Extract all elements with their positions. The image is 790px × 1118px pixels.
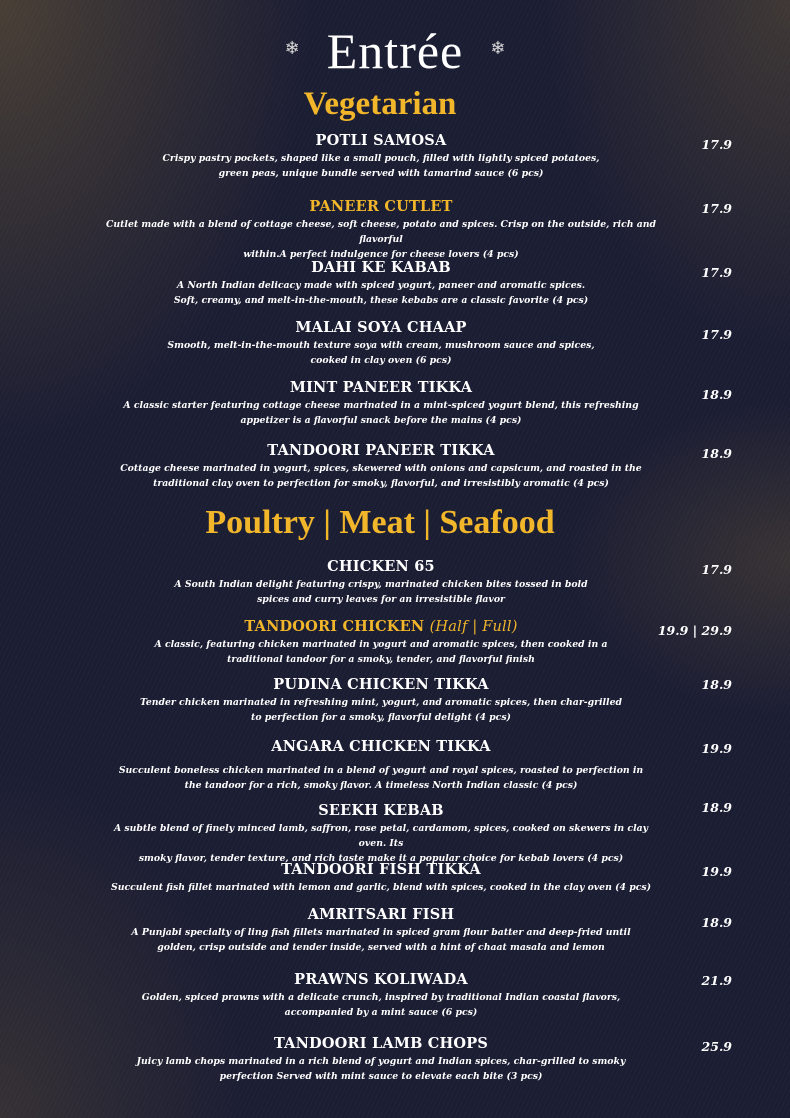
item-name: MINT PANEER TIKKA (289, 379, 473, 396)
item-description: A North Indian delicacy made with spiced yogurt, paneer and aromatic spices. Soft, creamy, and melt-in-the-mouth, these kebabs are a classic favorite (4 pcs) (173, 280, 589, 306)
menu-item (100, 802, 662, 866)
item-name: ANGARA CHICKEN TIKKA (271, 738, 491, 755)
menu-item (100, 379, 662, 428)
item-description: Succulent boneless chicken marinated in a blend of yogurt and royal spices, roasted to perfection in the tandoor for a rich, smoky flavor. A timeless North Indian classic (4 pcs) (118, 765, 644, 791)
item-name: PANEER CUTLET (309, 198, 453, 215)
item-price: 19.9 (701, 741, 732, 756)
item-price: 25.9 (701, 1039, 732, 1054)
item-name: SEEKH KEBAB (318, 802, 444, 819)
menu-item (100, 971, 662, 1020)
item-price: 18.9 (701, 915, 732, 930)
item-price: 19.9 (701, 864, 732, 879)
item-price: 17.9 (701, 327, 732, 342)
item-price: 18.9 (701, 387, 732, 402)
item-price: 17.9 (701, 201, 732, 216)
item-name: PRAWNS KOLIWADA (294, 971, 468, 988)
item-description: Cutlet made with a blend of cottage cheese, soft cheese, potato and spices. Crisp on the outside, rich and flavorful within.A perfect indulgence for cheese lovers (4 pcs) (105, 219, 657, 260)
item-description: Cottage cheese marinated in yogurt, spices, skewered with onions and capsicum, and roasted in the traditional clay oven to perfection for smoky, flavorful, and irresistibly aromatic (4 pcs) (120, 463, 642, 489)
item-price: 21.9 (701, 973, 732, 988)
item-description: Tender chicken marinated in refreshing mint, yogurt, and aromatic spices, then char-grilled to perfection for a smoky, flavorful delight (4 pcs) (139, 697, 622, 723)
menu-item (100, 1035, 662, 1084)
page-header (0, 22, 790, 80)
menu-item (100, 259, 662, 308)
item-name (100, 618, 662, 636)
item-name: TANDOORI FISH TIKKA (281, 861, 481, 878)
item-name: POTLI SAMOSA (315, 132, 447, 149)
item-description: A classic, featuring chicken marinated in yogurt and aromatic spices, then cooked in a traditional tandoor for a smoky, tender, and flavorful finish (154, 639, 608, 665)
item-price: 18.9 (701, 677, 732, 692)
item-description: Succulent fish fillet marinated with lemon and garlic, blend with spices, cooked in the clay oven (4 pcs) (111, 882, 651, 893)
item-name: CHICKEN 65 (327, 558, 435, 575)
item-name: DAHI KE KABAB (311, 259, 451, 276)
snowflake-right-icon: ❄ (490, 38, 506, 59)
menu-item (100, 558, 662, 607)
menu-item (100, 442, 662, 491)
snowflake-left-icon: ❄ (284, 38, 300, 59)
item-description: Crispy pastry pockets, shaped like a small pouch, filled with lightly spiced potatoes, green peas, unique bundle served with tamarind sauce (6 pcs) (162, 153, 600, 179)
item-name: PUDINA CHICKEN TIKKA (273, 676, 489, 693)
item-description: Smooth, melt-in-the-mouth texture soya with cream, mushroom sauce and spices, cooked in clay oven (6 pcs) (167, 340, 595, 366)
item-price: 18.9 (701, 446, 732, 461)
item-name: TANDOORI PANEER TIKKA (267, 442, 495, 459)
menu-item (100, 319, 662, 368)
menu-item (100, 132, 662, 181)
menu-item (100, 618, 662, 667)
item-price: 17.9 (701, 137, 732, 152)
item-description: A classic starter featuring cottage cheese marinated in a mint-spiced yogurt blend, this refreshing appetizer is a flavorful snack before the mains (4 pcs) (123, 400, 639, 426)
menu-item (100, 738, 662, 793)
menu-item (100, 861, 662, 895)
item-description: A subtle blend of finely minced lamb, saffron, rose petal, cardamom, spices, cooked on skewers in clay oven. Its smoky flavor, tender texture, and rich taste make it a popular choice for kebab lovers (4 pcs) (113, 823, 649, 864)
item-price: 17.9 (701, 265, 732, 280)
item-name: MALAI SOYA CHAAP (295, 319, 467, 336)
item-portion-note: (Half | Full) (429, 619, 518, 635)
item-name-text: TANDOORI CHICKEN (244, 618, 425, 635)
section-heading-poultry-meat-seafood: Poultry | Meat | Seafood (205, 504, 555, 541)
menu-item (100, 198, 662, 262)
item-description: Golden, spiced prawns with a delicate crunch, inspired by traditional Indian coastal flavors, accompanied by a mint sauce (6 pcs) (141, 992, 621, 1018)
item-price: 18.9 (701, 800, 732, 815)
item-name: TANDOORI LAMB CHOPS (273, 1035, 489, 1052)
menu-item (100, 906, 662, 955)
page-title: Entrée (326, 23, 464, 79)
item-description: A South Indian delight featuring crispy, marinated chicken bites tossed in bold spices and curry leaves for an irresistible flavor (174, 579, 588, 605)
item-name: AMRITSARI FISH (307, 906, 455, 923)
item-price: 17.9 (701, 562, 732, 577)
section-heading-vegetarian: Vegetarian (303, 86, 457, 122)
item-price: 19.9 | 29.9 (657, 623, 732, 638)
item-description: A Punjabi specialty of ling fish fillets marinated in spiced gram flour batter and deep-fried until golden, crisp outside and tender inside, served with a hint of chaat masala and lemon (131, 927, 631, 953)
menu-item (100, 676, 662, 725)
item-description: Juicy lamb chops marinated in a rich blend of yogurt and Indian spices, char-grilled to smoky perfection Served with mint sauce to elevate each bite (3 pcs) (136, 1056, 626, 1082)
